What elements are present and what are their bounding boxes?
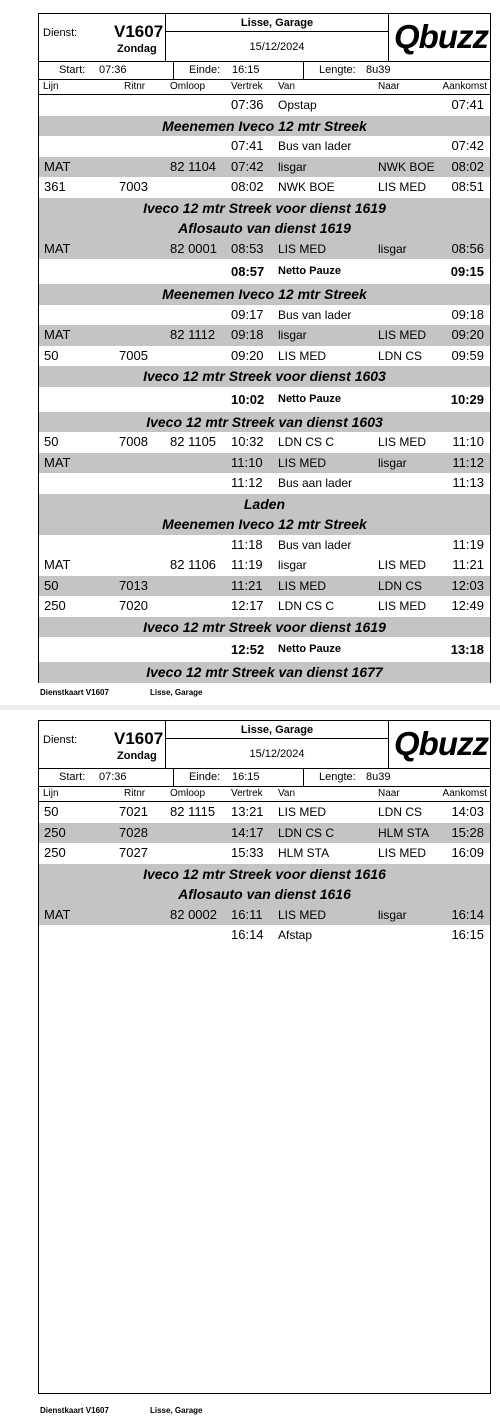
cell-ritnr: 7005 <box>119 347 148 363</box>
divider <box>166 738 388 739</box>
cell-lijn: 50 <box>44 347 59 363</box>
page-footer <box>40 688 202 697</box>
banner-text: Aflosauto van dienst 1616 <box>178 886 351 902</box>
pause-row <box>39 637 490 662</box>
cell-ritnr: 7008 <box>119 434 148 449</box>
cell-aankomst: 11:19 <box>452 536 484 552</box>
location: Lisse, Garage <box>240 724 314 736</box>
section-banner <box>39 662 490 683</box>
dienstkaart-card <box>38 13 491 683</box>
cell-lijn: MAT <box>44 158 71 174</box>
col-lijn: Lijn <box>43 81 59 92</box>
cell-van: LIS MED <box>278 578 327 593</box>
table-row <box>39 95 490 116</box>
table-row <box>39 555 490 576</box>
banner-text: Iveco 12 mtr Streek van dienst 1677 <box>146 664 383 680</box>
cell-ritnr: 7003 <box>119 179 148 194</box>
cell-aankomst: 11:21 <box>452 557 484 572</box>
cell-naar: LIS MED <box>378 599 427 613</box>
cell-omloop: 82 0002 <box>170 906 217 922</box>
cell-naar: lisgar <box>378 455 407 470</box>
cell-van: LDN CS C <box>278 825 335 840</box>
cell-vertrek: 10:02 <box>231 391 265 407</box>
cell-van: Bus van lader <box>278 537 352 552</box>
cell-vertrek: 12:17 <box>231 598 264 613</box>
divider <box>303 769 304 786</box>
banner-text: Laden <box>243 495 286 512</box>
cell-aankomst: 07:42 <box>451 138 484 153</box>
dienst-label: Dienst: <box>43 734 78 746</box>
divider <box>173 62 174 79</box>
cell-van: LIS MED <box>278 241 327 256</box>
cell-van: Netto Pauze <box>278 265 341 277</box>
cell-aankomst: 12:03 <box>451 577 484 593</box>
cell-aankomst: 09:18 <box>451 306 484 322</box>
banner-text: Aflosauto van dienst 1619 <box>178 220 351 236</box>
cell-vertrek: 08:57 <box>231 264 265 279</box>
cell-lijn: MAT <box>44 240 71 256</box>
cell-naar: LIS MED <box>378 328 427 342</box>
dienst-day: Zondag <box>117 43 157 55</box>
cell-vertrek: 07:42 <box>231 158 264 174</box>
cell-vertrek: 07:41 <box>231 138 264 153</box>
table-row <box>39 802 490 823</box>
card-header <box>39 14 490 62</box>
cell-aankomst: 10:29 <box>450 391 484 407</box>
col-lijn: Lijn <box>43 788 59 799</box>
cell-aankomst: 16:15 <box>451 927 484 942</box>
cell-lijn: 50 <box>44 577 59 593</box>
qbuzz-logo: Qbuzz <box>394 18 488 55</box>
dienst-label: Dienst: <box>43 27 78 39</box>
pause-row <box>39 387 490 412</box>
section-banner <box>39 494 490 515</box>
cell-naar: LIS MED <box>378 846 427 860</box>
cell-aankomst: 11:12 <box>452 454 484 470</box>
dienst-day: Zondag <box>117 750 157 762</box>
page-1 <box>0 0 500 705</box>
banner-text: Iveco 12 mtr Streek voor dienst 1619 <box>143 199 386 216</box>
cell-vertrek: 11:12 <box>231 475 263 490</box>
cell-vertrek: 07:36 <box>231 97 264 112</box>
cell-van: LIS MED <box>278 805 327 819</box>
cell-van: Bus van lader <box>278 139 352 153</box>
cell-aankomst: 14:03 <box>451 804 484 819</box>
length-label: Lengte: <box>319 771 356 783</box>
cell-lijn: MAT <box>44 557 71 572</box>
footer-location: Lisse, Garage <box>150 1406 203 1415</box>
cell-aankomst: 08:02 <box>451 158 484 174</box>
cell-van: LIS MED <box>278 455 327 470</box>
cell-omloop: 82 1105 <box>170 434 217 449</box>
cell-ritnr: 7028 <box>119 824 148 840</box>
cell-aankomst: 07:41 <box>451 97 484 112</box>
cell-vertrek: 14:17 <box>231 824 264 840</box>
cell-van: Opstap <box>278 98 317 112</box>
banner-text: Meenemen Iveco 12 mtr Streek <box>162 516 367 532</box>
cell-lijn: 361 <box>44 179 66 194</box>
cell-van: LDN CS C <box>278 435 335 449</box>
dienst-code: V1607 <box>114 729 164 748</box>
col-naar: Naar <box>378 81 400 92</box>
date: 15/12/2024 <box>249 748 305 760</box>
col-naar: Naar <box>378 788 400 799</box>
col-ritnr: Ritnr <box>124 788 146 799</box>
col-aankomst: Aankomst <box>442 81 487 92</box>
cell-ritnr: 7027 <box>119 845 148 860</box>
banner-text: Iveco 12 mtr Streek van dienst 1603 <box>146 413 383 430</box>
banner-text: Meenemen Iveco 12 mtr Streek <box>162 286 367 302</box>
start-value: 07:36 <box>99 64 127 76</box>
section-banner <box>39 514 490 535</box>
cell-lijn: 250 <box>44 845 66 860</box>
cell-van: lisgar <box>278 328 307 342</box>
table-row <box>39 305 490 326</box>
dienstkaart-card <box>38 720 491 1394</box>
footer-location: Lisse, Garage <box>150 688 203 697</box>
start-value: 07:36 <box>99 771 127 783</box>
cell-naar: lisgar <box>378 241 407 256</box>
cell-van: lisgar <box>278 558 307 572</box>
cell-van: lisgar <box>278 159 307 174</box>
cell-omloop: 82 1104 <box>170 158 217 174</box>
table-row <box>39 239 490 260</box>
section-banner <box>39 412 490 433</box>
cell-vertrek: 11:21 <box>231 577 263 593</box>
cell-omloop: 82 1115 <box>170 804 216 819</box>
cell-vertrek: 13:21 <box>231 804 264 819</box>
banner-text: Iveco 12 mtr Streek voor dienst 1616 <box>143 865 386 882</box>
cell-vertrek: 08:53 <box>231 240 264 256</box>
cell-van: Bus aan lader <box>278 476 353 490</box>
cell-naar: LIS MED <box>378 435 427 449</box>
col-van: Van <box>278 788 296 799</box>
cell-lijn: 50 <box>44 804 59 819</box>
cell-aankomst: 16:09 <box>451 845 484 860</box>
cell-aankomst: 08:56 <box>451 240 484 256</box>
cell-vertrek: 09:17 <box>231 306 264 322</box>
cell-vertrek: 09:18 <box>231 327 264 342</box>
col-ritnr: Ritnr <box>124 81 146 92</box>
end-value: 16:15 <box>232 64 260 76</box>
cell-aankomst: 16:14 <box>451 906 484 922</box>
section-banner <box>39 218 490 239</box>
cell-naar: HLM STA <box>378 825 430 840</box>
table-row <box>39 157 490 178</box>
section-banner <box>39 198 490 219</box>
cell-naar: LDN CS <box>378 805 423 819</box>
table-row <box>39 136 490 157</box>
section-banner <box>39 116 490 137</box>
start-label: Start: <box>59 64 86 76</box>
start-label: Start: <box>59 771 86 783</box>
cell-naar: NWK BOE <box>378 159 435 174</box>
cell-van: Afstap <box>278 928 313 942</box>
cell-van: Netto Pauze <box>278 392 341 405</box>
table-row <box>39 925 490 946</box>
divider <box>173 769 174 786</box>
cell-aankomst: 08:51 <box>451 179 484 194</box>
cell-vertrek: 10:32 <box>231 434 264 449</box>
cell-lijn: MAT <box>44 454 71 470</box>
cell-van: HLM STA <box>278 846 330 860</box>
cell-aankomst: 13:18 <box>450 642 484 657</box>
section-banner <box>39 884 490 905</box>
cell-omloop: 82 1106 <box>170 557 217 572</box>
cell-naar: LIS MED <box>378 180 427 194</box>
cell-aankomst: 12:49 <box>451 598 484 613</box>
cell-lijn: 250 <box>44 824 66 840</box>
table-row <box>39 576 490 597</box>
cell-vertrek: 09:20 <box>231 347 264 363</box>
cell-lijn: 50 <box>44 434 59 449</box>
cell-omloop: 82 1112 <box>170 327 216 342</box>
section-banner <box>39 366 490 387</box>
col-vertrek: Vertrek <box>231 81 263 92</box>
page-2 <box>0 710 500 1426</box>
divider <box>388 721 389 768</box>
cell-vertrek: 11:10 <box>231 454 263 470</box>
cell-aankomst: 11:13 <box>452 475 484 490</box>
cell-vertrek: 16:11 <box>231 906 263 922</box>
cell-van: NWK BOE <box>278 180 335 194</box>
schedule-rows <box>39 802 490 946</box>
cell-ritnr: 7021 <box>119 804 148 819</box>
time-summary <box>39 769 490 787</box>
cell-ritnr: 7020 <box>119 598 148 613</box>
table-row <box>39 177 490 198</box>
section-banner <box>39 284 490 305</box>
cell-naar: LIS MED <box>378 558 427 572</box>
end-value: 16:15 <box>232 771 260 783</box>
banner-text: Iveco 12 mtr Streek voor dienst 1619 <box>143 618 386 635</box>
cell-aankomst: 09:15 <box>450 264 484 279</box>
cell-vertrek: 12:52 <box>231 642 265 657</box>
cell-vertrek: 11:19 <box>231 557 263 572</box>
length-value: 8u39 <box>366 64 391 76</box>
cell-van: Bus van lader <box>278 307 352 322</box>
dienst-code: V1607 <box>114 22 164 41</box>
card-header <box>39 721 490 769</box>
banner-text: Meenemen Iveco 12 mtr Streek <box>162 117 367 134</box>
cell-vertrek: 08:02 <box>231 179 264 194</box>
cell-naar: LDN CS <box>378 348 423 363</box>
end-label: Einde: <box>189 64 221 76</box>
divider <box>388 14 389 61</box>
page-footer <box>40 1406 202 1415</box>
col-aankomst: Aankomst <box>442 788 487 799</box>
cell-ritnr: 7013 <box>119 577 148 593</box>
pause-row <box>39 259 490 284</box>
cell-vertrek: 11:18 <box>231 536 263 552</box>
location: Lisse, Garage <box>240 17 314 29</box>
banner-text: Iveco 12 mtr Streek voor dienst 1603 <box>143 368 386 384</box>
table-row <box>39 473 490 494</box>
table-row <box>39 453 490 474</box>
col-vertrek: Vertrek <box>231 788 263 799</box>
cell-naar: lisgar <box>378 907 407 922</box>
time-summary <box>39 62 490 80</box>
col-omloop: Omloop <box>170 788 206 799</box>
section-banner <box>39 617 490 638</box>
cell-aankomst: 15:28 <box>451 824 484 840</box>
cell-van: LIS MED <box>278 348 327 363</box>
cell-omloop: 82 0001 <box>170 240 217 256</box>
divider <box>166 31 388 32</box>
schedule-rows <box>39 95 490 683</box>
cell-lijn: MAT <box>44 906 71 922</box>
date: 15/12/2024 <box>249 41 305 53</box>
cell-vertrek: 15:33 <box>231 845 264 860</box>
column-headers <box>39 787 490 802</box>
table-row <box>39 325 490 346</box>
cell-van: Netto Pauze <box>278 643 341 655</box>
table-row <box>39 823 490 844</box>
cell-vertrek: 16:14 <box>231 927 264 942</box>
cell-aankomst: 09:59 <box>451 347 484 363</box>
divider <box>303 62 304 79</box>
col-omloop: Omloop <box>170 81 206 92</box>
cell-aankomst: 09:20 <box>451 327 484 342</box>
length-label: Lengte: <box>319 64 356 76</box>
cell-lijn: MAT <box>44 327 71 342</box>
end-label: Einde: <box>189 771 221 783</box>
table-row <box>39 432 490 453</box>
cell-van: LDN CS C <box>278 599 335 613</box>
length-value: 8u39 <box>366 771 391 783</box>
col-van: Van <box>278 81 296 92</box>
footer-label: Dienstkaart V1607 <box>40 688 109 697</box>
cell-naar: LDN CS <box>378 578 423 593</box>
table-row <box>39 905 490 926</box>
cell-van: LIS MED <box>278 907 327 922</box>
footer-label: Dienstkaart V1607 <box>40 1406 109 1415</box>
column-headers <box>39 80 490 95</box>
table-row <box>39 596 490 617</box>
qbuzz-logo: Qbuzz <box>394 725 488 762</box>
section-banner <box>39 864 490 885</box>
cell-aankomst: 11:10 <box>452 434 484 449</box>
cell-lijn: 250 <box>44 598 66 613</box>
table-row <box>39 346 490 367</box>
table-row <box>39 843 490 864</box>
table-row <box>39 535 490 556</box>
